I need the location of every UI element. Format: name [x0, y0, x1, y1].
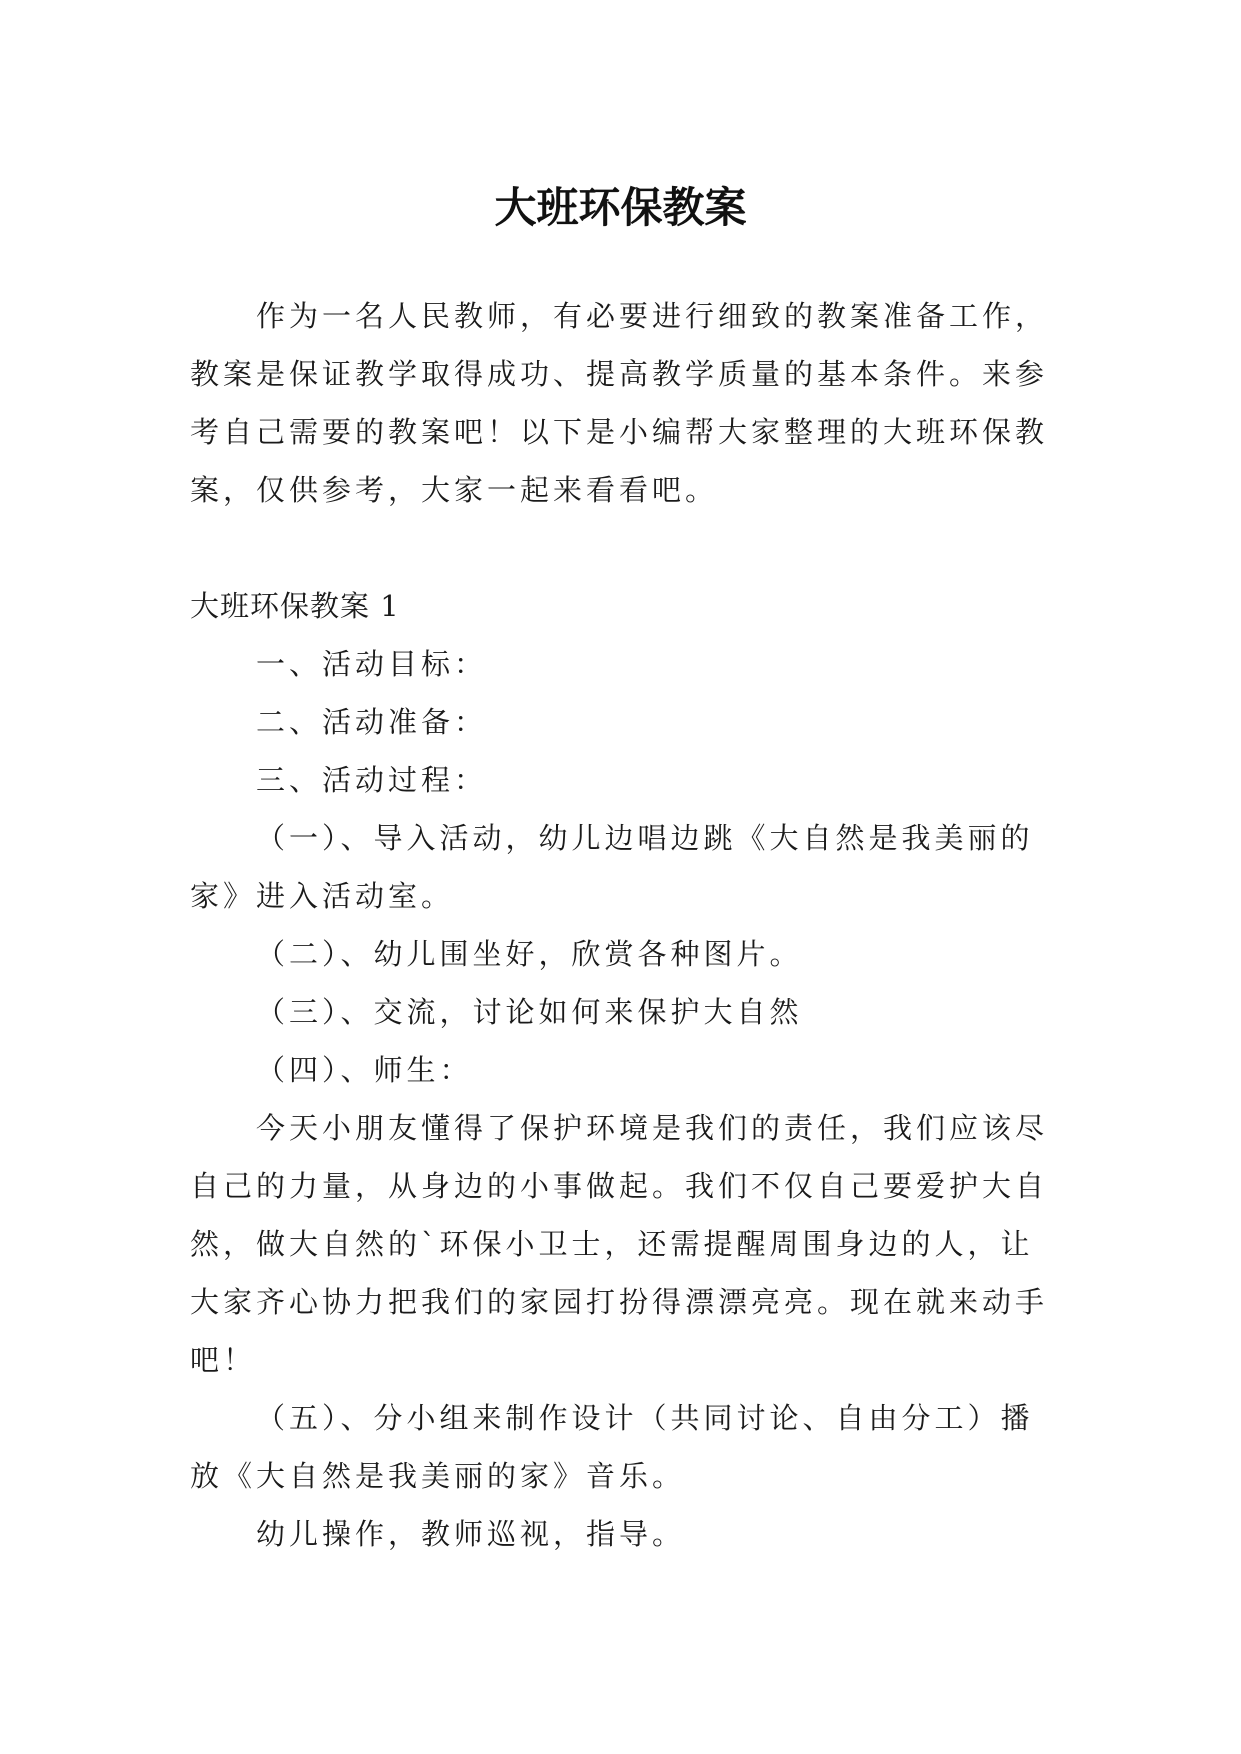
activity-process-heading: 三、活动过程： [256, 763, 488, 797]
teacher-summary-paragraph: 今天小朋友懂得了保护环境是我们的责任，我们应该尽自己的力量，从身边的小事做起。我们不仅自己要爱护大自然，做大自然的`环保小卫士，还需提醒周围身边的人，让大家齐心协力把我们的家园打扮得漂漂亮亮。现在就来动手吧！ [190, 1111, 1049, 1377]
document-body [190, 287, 1050, 1563]
process-step-1: （一）、导入活动，幼儿边唱边跳《大自然是我美丽的家》进入活动室。 [190, 821, 1034, 913]
child-operation-paragraph: 幼儿操作，教师巡视，指导。 [256, 1517, 686, 1551]
section-heading: 大班环保教案 1 [190, 589, 400, 623]
activity-goal-heading: 一、活动目标： [256, 647, 488, 681]
intro-paragraph: 作为一名人民教师，有必要进行细致的教案准备工作，教案是保证教学取得成功、提高教学质量的基本条件。来参考自己需要的教案吧！以下是小编帮大家整理的大班环保教案，仅供参考，大家一起来看看吧。 [190, 299, 1049, 507]
process-step-5: （五）、分小组来制作设计（共同讨论、自由分工）播放《大自然是我美丽的家》音乐。 [190, 1401, 1034, 1493]
activity-preparation-heading: 二、活动准备： [256, 705, 488, 739]
process-step-3: （三）、交流，讨论如何来保护大自然 [256, 995, 803, 1029]
process-step-2: （二）、幼儿围坐好，欣赏各种图片。 [256, 937, 803, 971]
process-step-4: （四）、师生： [256, 1053, 473, 1087]
document-title: 大班环保教案 [494, 183, 747, 233]
